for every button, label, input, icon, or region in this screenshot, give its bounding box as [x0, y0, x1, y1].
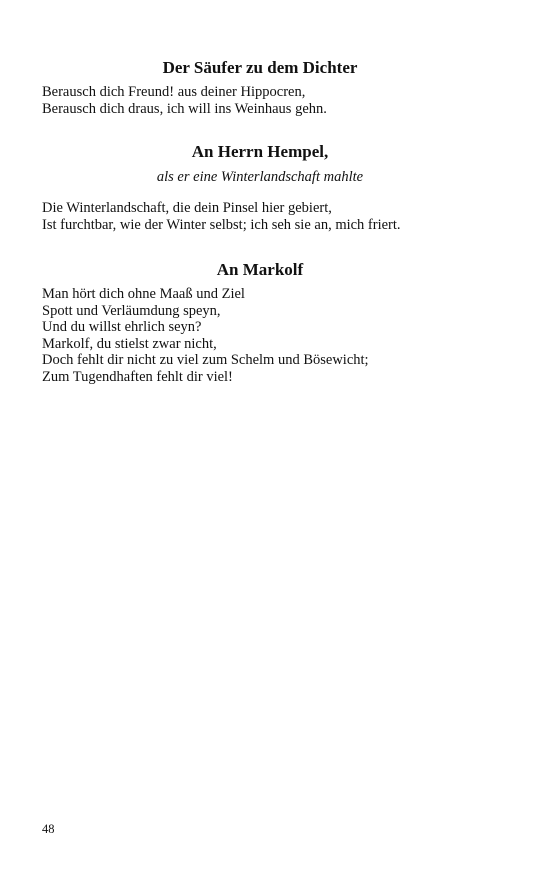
poem-line: Zum Tugendhaften fehlt dir viel! — [42, 368, 233, 385]
poem-line: Spott und Verläumdung speyn, — [42, 302, 221, 319]
poem-title: An Markolf — [216, 260, 304, 279]
poem-markolf — [42, 260, 478, 386]
poem-saeufer — [42, 58, 478, 117]
poem-line: Man hört dich ohne Maaß und Ziel — [42, 286, 245, 302]
poem-line: Und du willst ehrlich seyn? — [42, 319, 202, 336]
page-number: 48 — [42, 822, 55, 836]
poem-body — [42, 84, 478, 117]
poem-body — [42, 286, 478, 386]
poem-line: Berausch dich Freund! aus deiner Hippocren, — [42, 84, 306, 100]
poem-line: Berausch dich draus, ich will ins Weinhaus gehn. — [42, 100, 327, 117]
poem-subtitle: als er eine Winterlandschaft mahlte — [156, 169, 364, 185]
poem-line: Doch fehlt dir nicht zu viel zum Schelm und Bösewicht; — [42, 352, 369, 369]
poem-title: Der Säufer zu dem Dichter — [162, 58, 358, 77]
poem-hempel — [42, 142, 478, 233]
poem-line: Markolf, du stielst zwar nicht, — [42, 335, 217, 352]
poem-body — [42, 200, 478, 233]
poem-line: Ist furchtbar, wie der Winter selbst; ich seh sie an, mich friert. — [42, 216, 401, 233]
poem-line: Die Winterlandschaft, die dein Pinsel hier gebiert, — [42, 200, 332, 216]
poem-title: An Herrn Hempel, — [191, 142, 329, 161]
